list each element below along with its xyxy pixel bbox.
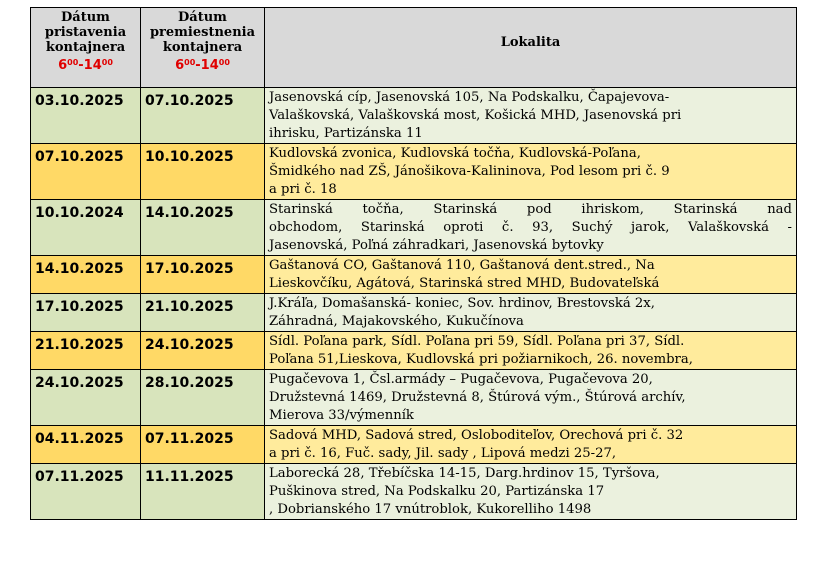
locality-cell bbox=[265, 294, 797, 332]
placement-date-cell: 24.10.2025 bbox=[31, 370, 141, 426]
locality-cell bbox=[265, 332, 797, 370]
placement-date-cell: 07.10.2025 bbox=[31, 144, 141, 200]
table-row bbox=[31, 370, 797, 426]
table-row bbox=[31, 294, 797, 332]
locality-line: Laborecká 28, Třebíčska 14-15, Darg.hrdinov 15, Tyršova, bbox=[269, 466, 660, 481]
relocation-date-cell: 11.11.2025 bbox=[141, 464, 265, 520]
locality-cell bbox=[265, 256, 797, 294]
table-row bbox=[31, 332, 797, 370]
relocation-date-cell: 17.10.2025 bbox=[141, 256, 265, 294]
placement-date-cell: 17.10.2025 bbox=[31, 294, 141, 332]
locality-line: Puškinova stred, Na Podskalku 20, Partizánska 17 bbox=[269, 484, 605, 499]
locality-line: Šmidkého nad ZŠ, Jánošikova-Kalininova, Pod lesom pri č. 9 bbox=[269, 164, 670, 179]
relocation-date-cell: 07.10.2025 bbox=[141, 88, 265, 144]
placement-date-cell: 03.10.2025 bbox=[31, 88, 141, 144]
relocation-date-cell: 07.11.2025 bbox=[141, 426, 265, 464]
locality-line: Kudlovská zvonica, Kudlovská točňa, Kudlovská-Poľana, bbox=[269, 146, 641, 161]
relocation-date-cell: 24.10.2025 bbox=[141, 332, 265, 370]
table-row bbox=[31, 88, 797, 144]
locality-line: Jasenovská, Poľná záhradkari, Jasenovská bytovky bbox=[269, 238, 604, 253]
placement-date-cell: 04.11.2025 bbox=[31, 426, 141, 464]
relocation-date-cell: 10.10.2025 bbox=[141, 144, 265, 200]
locality-cell bbox=[265, 426, 797, 464]
locality-line: Záhradná, Majakovského, Kukučínova bbox=[269, 314, 524, 329]
time-to-minute: 00 bbox=[218, 58, 230, 67]
locality-line: Sídl. Poľana park, Sídl. Poľana pri 59, Sídl. Poľana pri 37, Sídl. bbox=[269, 334, 685, 349]
locality-line: Gaštanová CO, Gaštanová 110, Gaštanová dent.stred., Na bbox=[269, 258, 655, 273]
relocation-date-cell: 28.10.2025 bbox=[141, 370, 265, 426]
time-from-hour: 6 bbox=[175, 58, 185, 73]
locality-line: obchodom, Starinská oproti č. 93, Suchý jarok, Valaškovská - bbox=[269, 220, 792, 235]
locality-cell bbox=[265, 370, 797, 426]
locality-cell bbox=[265, 88, 797, 144]
locality-line: a pri č. 18 bbox=[269, 182, 337, 197]
placement-date-cell: 14.10.2025 bbox=[31, 256, 141, 294]
time-separator: -14 bbox=[78, 58, 102, 73]
header-placement-date bbox=[31, 8, 141, 88]
header-placement-line1: Dátum bbox=[61, 10, 110, 25]
locality-cell bbox=[265, 144, 797, 200]
header-relocation-line2: premiestnenia bbox=[149, 25, 256, 40]
locality-line: J.Kráľa, Domašanská- koniec, Sov. hrdinov, Brestovská 2x, bbox=[269, 296, 655, 311]
time-from-minute: 00 bbox=[67, 58, 79, 67]
locality-line: Mierova 33/výmenník bbox=[269, 408, 414, 423]
locality-line: Valaškovská, Valaškovská most, Košická MHD, Jasenovská pri bbox=[269, 108, 682, 123]
header-relocation-line3: kontajnera bbox=[162, 40, 243, 55]
table-row bbox=[31, 200, 797, 256]
time-from-minute: 00 bbox=[184, 58, 196, 67]
locality-cell bbox=[265, 464, 797, 520]
time-to-minute: 00 bbox=[101, 58, 113, 67]
header-row bbox=[31, 8, 797, 88]
relocation-date-cell: 14.10.2025 bbox=[141, 200, 265, 256]
locality-line: Jasenovská cíp, Jasenovská 105, Na Podskalku, Čapajevova- bbox=[269, 90, 670, 105]
placement-date-cell: 10.10.2024 bbox=[31, 200, 141, 256]
time-separator: -14 bbox=[195, 58, 219, 73]
locality-line: a pri č. 16, Fuč. sady, Jil. sady , Lipová medzi 25-27, bbox=[269, 446, 617, 461]
locality-line: Sadová MHD, Sadová stred, Osloboditeľov, Orechová pri č. 32 bbox=[269, 428, 684, 443]
placement-date-cell: 07.11.2025 bbox=[31, 464, 141, 520]
relocation-date-cell: 21.10.2025 bbox=[141, 294, 265, 332]
locality-line: Lieskovčíku, Agátová, Starinská stred MHD, Budovateľská bbox=[269, 276, 660, 291]
header-placement-line2: pristavenia bbox=[44, 25, 127, 40]
header-placement-time bbox=[31, 55, 140, 73]
table-row bbox=[31, 464, 797, 520]
header-relocation-time bbox=[141, 55, 264, 73]
table-row bbox=[31, 256, 797, 294]
locality-line: Starinská točňa, Starinská pod ihriskom, Starinská nad bbox=[269, 202, 792, 217]
schedule-table bbox=[30, 7, 797, 520]
table-row bbox=[31, 426, 797, 464]
locality-line: ihrisku, Partizánska 11 bbox=[269, 126, 423, 141]
locality-line: Družstevná 1469, Družstevná 8, Štúrová vým., Štúrová archív, bbox=[269, 390, 686, 405]
header-relocation-date bbox=[141, 8, 265, 88]
header-placement-line3: kontajnera bbox=[45, 40, 126, 55]
locality-line: Pugačevova 1, Čsl.armády – Pugačevova, Pugačevova 20, bbox=[269, 372, 653, 387]
placement-date-cell: 21.10.2025 bbox=[31, 332, 141, 370]
time-from-hour: 6 bbox=[58, 58, 68, 73]
header-locality: Lokalita bbox=[265, 8, 797, 88]
locality-line: Poľana 51,Lieskova, Kudlovská pri požiarnikoch, 26. novembra, bbox=[269, 352, 693, 367]
locality-line: , Dobrianského 17 vnútroblok, Kukorelliho 1498 bbox=[269, 502, 592, 517]
table-row bbox=[31, 144, 797, 200]
locality-cell bbox=[265, 200, 797, 256]
header-relocation-line1: Dátum bbox=[178, 10, 227, 25]
